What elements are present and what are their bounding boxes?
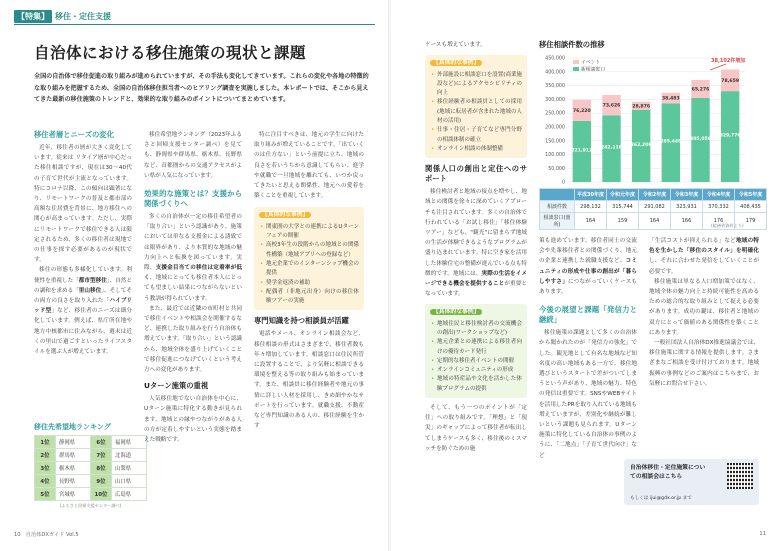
heading-relationship: 関係人口の創出と定住へのサポート (425, 164, 527, 184)
legend-label-event: イベント (581, 60, 601, 66)
col2-paragraph-3: また、最近では近隣の市町村と共同で移住イベントや相談会を開催するなど、連携した取り組みを行う自治体も増えています。「取り合い」という認識から、地域全体を盛り上げていくことで移住促進につなげていくという考え方への変化があります。 (144, 305, 242, 374)
data-label-event: 73,626 (602, 103, 621, 109)
chart-table-label: 相談窓口(箇所) (540, 213, 575, 230)
chart-table-cell: 370,332 (703, 201, 735, 213)
rank-number: 9位 (91, 475, 112, 488)
chart-table-cell: 323,931 (671, 201, 703, 213)
case-item: • 配偶者（非地元出身）向けの移住体験ツアーの実施 (266, 288, 359, 307)
growth-annotation: 38,102件増加 (711, 58, 746, 64)
chart-table-cell: 令和4年度 (703, 189, 735, 201)
rank-number: 5位 (35, 488, 56, 501)
footer-left: 10 自治体DXガイド Vol.5 (14, 532, 79, 538)
y-tick-label: 100,000 (545, 153, 565, 159)
consultation-chart (539, 52, 749, 186)
left-page (0, 0, 389, 551)
rank-number: 3位 (35, 462, 56, 475)
chart-table-cell: 令和3年度 (671, 189, 703, 201)
case-list (430, 71, 522, 155)
y-tick-label: 450,000 (545, 56, 565, 62)
col4-paragraph-2: そして、もう一つのポイントが「定住」への取り組みです。「理想」と「現実」のギャップによって移住者が転出してしまうケースも多く、移住後のミスマッチを防ぐための施 (425, 405, 527, 452)
chart-table-cell: 164 (639, 213, 671, 230)
y-tick-label: 300,000 (545, 97, 565, 103)
col2-p2-text-a: 多くの自治体が一定の移住希望者の「取り合い」という認識があり、施策においては単なる支援金による誘致では限界があり、より本質的な地域の魅力向上へと転換を図っています。実際、 (144, 214, 242, 272)
case-item: • 関東圏の大学との連携によるUターンフェアの開催 (266, 223, 359, 242)
case-item: • 地域住民と移住検討者の交流機会の創出(ワークショップなど) (437, 320, 522, 339)
contact-text: 自治体移住・定住施策についての相談会はこちら (630, 465, 706, 480)
heading-outlook: 今後の展望と課題「発信力と継続」 (539, 305, 637, 325)
column-3 (254, 130, 364, 431)
y-tick-label: 200,000 (545, 125, 565, 131)
chart-table-cell: 令和5年度 (735, 189, 767, 201)
ranking-table (34, 435, 147, 501)
case-box-heading: 【具体的な事例】 (430, 309, 482, 315)
col1-p2-text-e: 」、そしてその両方の良さを取り入れた「 (34, 287, 132, 305)
col1-paragraph-1: 近年、移住者の層が大きく変化しています。従来は リタイア層が中心だった移住相談ですが、現在は30〜40代の子育て世代が主流となっています。特にコロナ以降、この傾向は顕著になり、リモートワークの普及と都市部の高額な住居費を背景に、地方移住への関心が高まっています。ただし、実際にリモートワークで移住できる人は限定されるため、多くの移住者は現地での仕事を探す必要があるのが現状です。 (34, 145, 132, 264)
chart-table-cell: 179 (735, 213, 767, 230)
urban-move-term: 都市型移住 (78, 277, 107, 284)
ranking-row (35, 462, 147, 475)
col1-p2-text-c: 」、自然との調和を求める「 (34, 277, 132, 294)
ranking-row (35, 475, 147, 488)
chart-table-label (540, 189, 575, 201)
rank-number: 10位 (91, 488, 112, 501)
chart-table-cell: 平成30年度 (575, 189, 607, 201)
col6-p1-text-a: 「生活コストが抑えられる」など (649, 238, 736, 244)
chart-table-cell: 315,744 (607, 201, 639, 213)
satoyama-move-term: 里山移住 (78, 287, 102, 294)
ranking-row (35, 488, 147, 501)
rank-number: 1位 (35, 436, 56, 449)
case-list (430, 320, 522, 394)
col5-p1-text-c: につながっていくケースもあります。 (539, 278, 637, 296)
ranking-row (35, 449, 147, 462)
heading-mover-needs: 移住者層とニーズの変化 (34, 130, 114, 139)
rank-number: 2位 (35, 449, 56, 462)
case-item: • 仕事・住居・子育てなど専門分野の相談体制の確立 (437, 126, 522, 145)
col4-paragraph-1 (425, 187, 527, 299)
col2-paragraph-4: 人気移住地でない自治体を中心に、Uターン施策に特化する動きが見られます。地域との縁やつながりがある人の方が定着しやすいという実態を踏まえた戦略です。 (144, 396, 242, 444)
y-tick-label: 150,000 (545, 139, 565, 145)
community-highlight: コミュニティの形成や仕事の創出が「暮らしやすさ」 (539, 258, 637, 285)
col1-p2-text-g: 」など、移住者のニーズは細分化しています。例えば、県庁所在地や地方中核都市に住みながら、週末は近くの里山で過ごすといったライフスタイルを選ぶ人が増えています。 (34, 308, 132, 356)
heading-consultant: 専門知識を持つ相談員が活躍 (254, 316, 349, 326)
col3-paragraph-2: 電話やメール、オンライン相談会など、移住相談の形式はさまざまで、移住者数も年々増加しています。相談窓口は住民所管に設置することで、より気軽に相談できる環境を整える等の取り組みも始まっています。また、相談員に移住経験者や地元の事情に詳しい人材を採用し、きめ細やかなサポートを行っています。就職支援、不動産など専門知識のある人の、移住経験を生かす (254, 331, 364, 430)
y-tick-label: 400,000 (545, 70, 565, 76)
chart-table-cell: 176 (703, 213, 735, 230)
col2-p2-text-c: 、地域にとっても移住者本人にとっても望ましい結果につながらないという教訓が得られています。 (144, 275, 242, 302)
col6-paragraph-2: 移住施策は単なる人口増加策ではなく、地域全体の魅力向上と持続可能性を高めるための総合的な取り組みとして捉える必要があります。成功の鍵は、移住者と地域の双方にとって価値のある関係性を築くことにあります。 (649, 278, 759, 336)
data-label-event: 38,483 (661, 96, 680, 102)
chart-table-cell: 166 (671, 213, 703, 230)
rank-prefecture: 長野県 (56, 475, 91, 488)
chart-table-row (540, 201, 767, 213)
ranking-title: 移住先希望地ランキング (34, 423, 111, 431)
ranking-note: (ふるさと回帰支援センター調べ) (59, 503, 122, 508)
col3-paragraph-1: 特に注目すべきは、地元の学生に向けた取り組みが増えていることです。「出ていくのは仕方ない」という前提に立ち、地域の良さを若いうちから意識してもらい、進学や就職で一旦地域を離れても、いつか戻ってきたいと思える関係性、地元への愛着を築くことを重視しています。 (254, 132, 364, 200)
header-rule (14, 24, 375, 25)
rank-number: 8位 (91, 462, 112, 475)
section-tag: 【特集】 (14, 10, 52, 23)
rank-prefecture: 北海道 (112, 449, 147, 462)
real-life-highlight: 実際の生活をイメージできる機会を提供すること (425, 270, 527, 287)
data-label-window: 329,776 (719, 133, 741, 139)
col5-paragraph-2: 移住施策の課題として多くの自治体から聞かれたのが「発信力の強化」でした。観光地として有名な地域など知名度の高い地域もある一方で、移住地選びというスタートで差がついてしまうという声があり、地域の魅力、特色の発信は重要です。SNSやWEBサイトを活用したPRを取り入れている地域も増えていますが、差別化や継続が難しいという課題も見られます。Uターン施策に特化している自治体の事例のように、「二地点」「子育て世代向け」など (539, 330, 637, 459)
column-6 (649, 236, 759, 389)
data-label-window: 242,118 (601, 145, 622, 151)
legend-swatch-event (573, 60, 579, 64)
style-highlight: 地域の特色を生かした「移住のスタイル」を明確化 (649, 238, 759, 255)
section-title: 移住・定住支援 (55, 12, 111, 21)
col5-p1-text-a: 策も進めています。移住者同士の交流会や先輩移住者との関係づくり、地元の企業と連携した就職支援など、 (539, 238, 637, 265)
rank-prefecture: 宮城県 (56, 488, 91, 501)
contact-mail[interactable]: もしくは ijui@gdx.or.jp まで (630, 496, 692, 501)
column-5 (539, 236, 637, 461)
y-tick-label: 0 (561, 180, 565, 186)
case-item: • オンラインコミュニティの形成 (437, 366, 522, 375)
chart-table-cell: 令和2年度 (639, 189, 671, 201)
rank-prefecture: 栃木県 (56, 462, 91, 475)
right-page (391, 0, 780, 551)
rank-number: 7位 (91, 449, 112, 462)
column-1 (34, 130, 132, 357)
data-label-window: 262,206 (630, 142, 652, 148)
retention-highlight: 支援金目当ての移住は定着率が低く (144, 265, 242, 282)
footer-right: 11 (759, 531, 766, 537)
rank-prefecture: 山梨県 (112, 462, 147, 475)
case-item: • オンライン相談の体制整備 (437, 145, 522, 154)
chart-table-cell: 298,132 (575, 201, 607, 213)
rank-prefecture: 広島県 (112, 488, 147, 501)
col6-paragraph-3: 一般社団法人自治体DX推進協議会では、移住施策に関する情報を提供します。さまざまなご相談を受け付けております。地域振興の事例などのご案内はこちらまで、お気軽にお問合せ下さい。 (649, 340, 759, 387)
ranking-row (35, 436, 147, 449)
legend-label-window: 新相談窓口 (581, 67, 605, 73)
case-box-uturn (254, 207, 364, 310)
col6-p1-text-c: し、それに合わせた発信をしていくことが必要です。 (649, 258, 759, 275)
case-item: • 地域の特産品や文化を活かした体験プログラムの提供 (437, 375, 522, 394)
y-tick-label: 50,000 (548, 166, 565, 172)
page-title: 自治体における移住施策の現状と課題 (34, 44, 307, 62)
lead-paragraph: 全国の自治体で移住促進の取り組みが進められていますが、その手法も変化してきています。これらの変化や各地の特徴的な取り組みを把握するため、全国の自治体移住担当者へのヒアリング調査を実施しました。本レポートでは、そこから見えてきた最新の移住施策のトレンドと、効果的な取り組みのポイントについてまとめています。 (34, 73, 369, 104)
chart-table-cell: 159 (607, 213, 639, 230)
rank-prefecture: 山口県 (112, 475, 147, 488)
col4-paragraph-0: ケースも増えています。 (425, 42, 486, 48)
chart-source-note: (総務省資料より) (711, 223, 744, 228)
case-item: • 地元企業でのインターンシップ機会の提供 (266, 260, 359, 279)
chart-table-cell: 令和元年度 (607, 189, 639, 201)
chart-table-label: 相談件数 (540, 201, 575, 213)
case-box-community (425, 304, 527, 398)
qr-code-icon[interactable] (727, 463, 753, 489)
heading-uturn: Uターン施策の重視 (144, 381, 209, 391)
chart-table-cell: 291,082 (639, 201, 671, 213)
ranking-block (34, 422, 147, 509)
chart-title: 移住相談件数の推移 (539, 40, 605, 49)
col4-p1-text-b: 地域には、 (453, 270, 482, 277)
col2-paragraph-2 (144, 212, 242, 304)
case-item: • 定期的な移住者イベントの開催 (437, 357, 522, 366)
col4-p1-text-d: が重要となっています。 (425, 281, 527, 298)
growth-arrow (710, 64, 726, 70)
case-box-heading: 【具体的な事例】 (430, 60, 482, 66)
heading-effective-policy: 効果的な施策とは？支援から関係づくりへ (144, 189, 242, 209)
chart-table-cell: 408,435 (735, 201, 767, 213)
col5-paragraph-1 (539, 236, 637, 297)
case-box-consult (425, 55, 527, 158)
rank-prefecture: 群馬県 (56, 449, 91, 462)
case-item: • 地元企業との連携による移住者向けの優待カード発行 (437, 338, 522, 357)
case-list (259, 223, 359, 307)
case-item: • 高校3年生の段階からの地域との関係性構築（地域アプリへの登録など） (266, 241, 359, 260)
contact-box[interactable] (624, 459, 759, 505)
section-header (14, 10, 111, 23)
legend-swatch-window (573, 67, 579, 71)
rank-number: 4位 (35, 475, 56, 488)
column-2 (144, 130, 242, 445)
case-box-heading: 【具体的な事例】 (259, 212, 311, 218)
y-tick-label: 350,000 (545, 84, 565, 90)
col1-paragraph-2 (34, 265, 132, 357)
case-item: • 外部施設に相談窓口を設置(商業施設など)によるアクセシビリティの向上 (437, 71, 522, 99)
col1-p2-text-a: 移住の形態も多様化しています。利便性を重視した「 (34, 267, 132, 284)
hybrid-term: ハイブリッド型 (34, 298, 132, 315)
col6-paragraph-1 (649, 236, 759, 277)
case-item: • 奨学金返済の補助 (266, 279, 359, 288)
col2-paragraph-1: 移住希望地ランキング（2023年ふるさと回帰支援センター調べ）を見ても、静岡県や群馬県、栃木県、長野県など、首都圏からの交通アクセスがよい県が人気になっています。 (144, 132, 242, 179)
data-label-event: 78,659 (721, 78, 740, 84)
data-label-window: 305,056 (690, 136, 711, 142)
rank-prefecture: 福岡県 (112, 436, 147, 449)
column-4 (425, 40, 527, 454)
rank-prefecture: 静岡県 (56, 436, 91, 449)
data-label-event: 28,876 (632, 104, 651, 110)
data-label-event: 65,276 (691, 87, 710, 93)
data-label-window: 221,912 (571, 148, 593, 154)
col4-p1-text-a: 移住検討者と地域の接点を増やし、地域との関係を徐々に深めていくアプローチも注目されています。多くの自治体で行われている「お試し移住」「移住体験ツアー」なども、"観光"に留まらず地域の生活が体験できるようなプログラムが盛り込まれています。特に空き家を活用した体験住宅の整備が進んでいる点も特徴的です。 (425, 189, 527, 277)
chart-table-cell: 164 (575, 213, 607, 230)
case-item: • 移住経験者の相談員としての採用(地域に転居者が含まれた地域の人材の活用) (437, 98, 522, 126)
rank-number: 6位 (91, 436, 112, 449)
chart-table-row (540, 189, 767, 201)
data-label-window: 285,448 (660, 139, 682, 145)
y-tick-label: 250,000 (545, 111, 565, 117)
data-label-event: 76,220 (572, 108, 591, 114)
